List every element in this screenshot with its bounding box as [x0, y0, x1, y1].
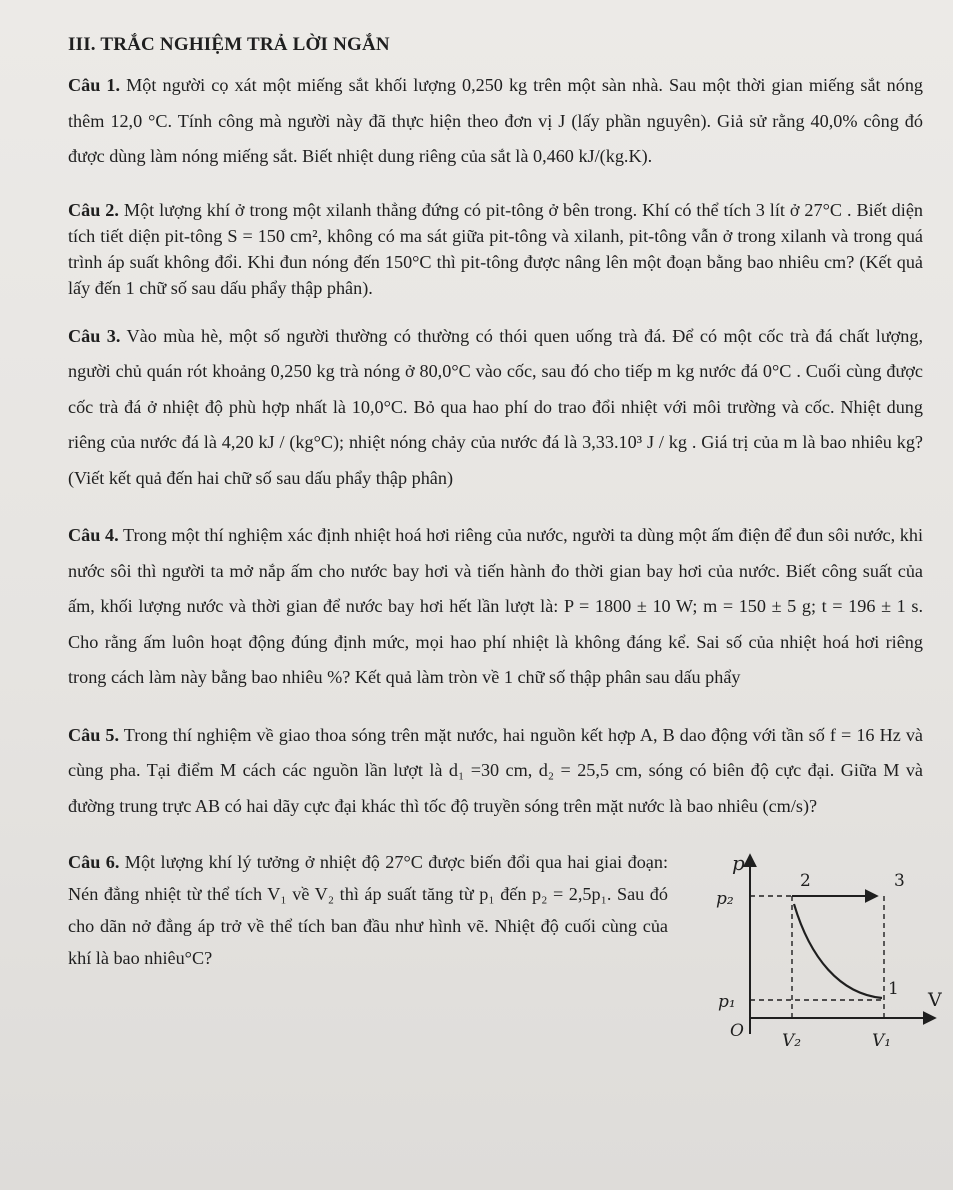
point-1-label: 1 — [888, 979, 899, 999]
question-6 — [68, 846, 942, 1051]
question-2-text: Một lượng khí ở trong một xilanh thẳng đứng có pit-tông ở bên trong. Khí có thể tích 3 lít ở 27°C . Biết diện tích tiết diện pit-tông S = 150 cm², không có ma sát giữa pit-tông và xilanh, pit-tông vẫn ở trong xilanh và trong quá trình áp suất không đổi. Khi đun nóng đến 150°C thì pit-tông được nâng lên một đoạn bằng bao nhiêu cm? (Kết quả lấy đến 1 chữ số sau dấu phẩy thập phân). — [68, 199, 923, 298]
question-3 — [68, 319, 923, 497]
question-1-text: Một người cọ xát một miếng sắt khối lượng 0,250 kg trên một sàn nhà. Sau một thời gian miếng sắt nóng thêm 12,0 °C. Tính công mà người này đã thực hiện theo đơn vị J (lấy phần nguyên). Giả sử rằng 40,0% công đó được dùng làm nóng miếng sắt. Biết nhiệt dung riêng của sắt là 0,460 kJ/(kg.K). — [68, 75, 924, 166]
p2-label: p₂ — [716, 889, 734, 909]
question-5-label: Câu 5. — [68, 724, 120, 745]
question-5 — [68, 718, 923, 825]
point-3-label: 3 — [894, 871, 905, 891]
question-5-text: Trong thí nghiệm về giao thoa sóng trên mặt nước, hai nguồn kết hợp A, B dao động với tần số f = 16 Hz và cùng pha. Tại điểm M cách các nguồn lần lượt là d₁ =30 cm, d₂ = 25,5 cm, sóng có biên độ cực đại. Giữa M và đường trung trực AB có hai dãy cực đại khác thì tốc độ truyền sóng trên mặt nước là bao nhiêu (cm/s)? — [68, 724, 924, 816]
pv-diagram — [702, 846, 942, 1056]
origin-label: O — [730, 1021, 744, 1041]
v1-label: V₁ — [872, 1031, 892, 1051]
point-2-label: 2 — [800, 871, 811, 891]
question-6-body — [68, 846, 668, 974]
question-4-text: Trong một thí nghiệm xác định nhiệt hoá hơi riêng của nước, người ta dùng một ấm điện để đun sôi nước, khi nước sôi thì người ta mở nắp ấm cho nước bay hơi và tiến hành đo thời gian bay hơi của nước. Biết công suất của ấm, khối lượng nước và thời gian để nước bay hơi hết lần lượt là: P = 1800 ± 10 W; m = 150 ± 5 g; t = 196 ± 1 s. Cho rằng ấm luôn hoạt động đúng định mức, mọi hao phí nhiệt là không đáng kể. Sai số của nhiệt hoá hơi riêng trong cách làm này bằng bao nhiêu %? Kết quả làm tròn về 1 chữ số thập phân sau dấu phẩy — [68, 525, 924, 687]
question-6-label: Câu 6. — [68, 852, 120, 872]
p1-label: p₁ — [718, 992, 736, 1012]
question-4 — [68, 518, 923, 696]
question-1 — [68, 68, 923, 175]
question-4-label: Câu 4. — [68, 525, 119, 545]
question-3-text: Vào mùa hè, một số người thường có thường có thói quen uống trà đá. Để có một cốc trà đá chất lượng, người chủ quán rót khoảng 0,250 kg trà nóng ở 80,0°C vào cốc, sau đó cho tiếp m kg nước đá 0°C . Cuối cùng được cốc trà đá ở nhiệt độ phù hợp nhất là 10,0°C. Bỏ qua hao phí do trao đổi nhiệt với môi trường và cốc. Nhiệt dung riêng của nước đá là 4,20 kJ / (kg°C); nhiệt nóng chảy của nước đá là 3,33.10³ J / kg . Giá trị của m là bao nhiêu kg? (Viết kết quả đến hai chữ số sau dấu phẩy thập phân) — [68, 325, 924, 488]
question-6-text: Một lượng khí lý tưởng ở nhiệt độ 27°C được biến đổi qua hai giai đoạn: Nén đẳng nhiệt từ thể tích V₁ về V₂ thì áp suất tăng từ p₁ đến p₂ = 2,5p₁. Sau đó cho dãn nở đẳng áp trở về thể tích ban đầu như hình vẽ. Nhiệt độ cuối cùng của khí là bao nhiêu°C? — [68, 852, 669, 968]
axis-p-label: p — [732, 851, 745, 875]
v2-label: V₂ — [782, 1031, 802, 1051]
section-title: III. TRẮC NGHIỆM TRẢ LỜI NGẮN — [68, 34, 390, 55]
question-2-label: Câu 2. — [68, 199, 119, 220]
axis-v-label: V — [928, 989, 942, 1011]
isothermal-curve — [794, 904, 882, 998]
question-1-label: Câu 1. — [68, 75, 121, 95]
question-3-label: Câu 3. — [68, 325, 121, 346]
question-2 — [68, 197, 923, 301]
